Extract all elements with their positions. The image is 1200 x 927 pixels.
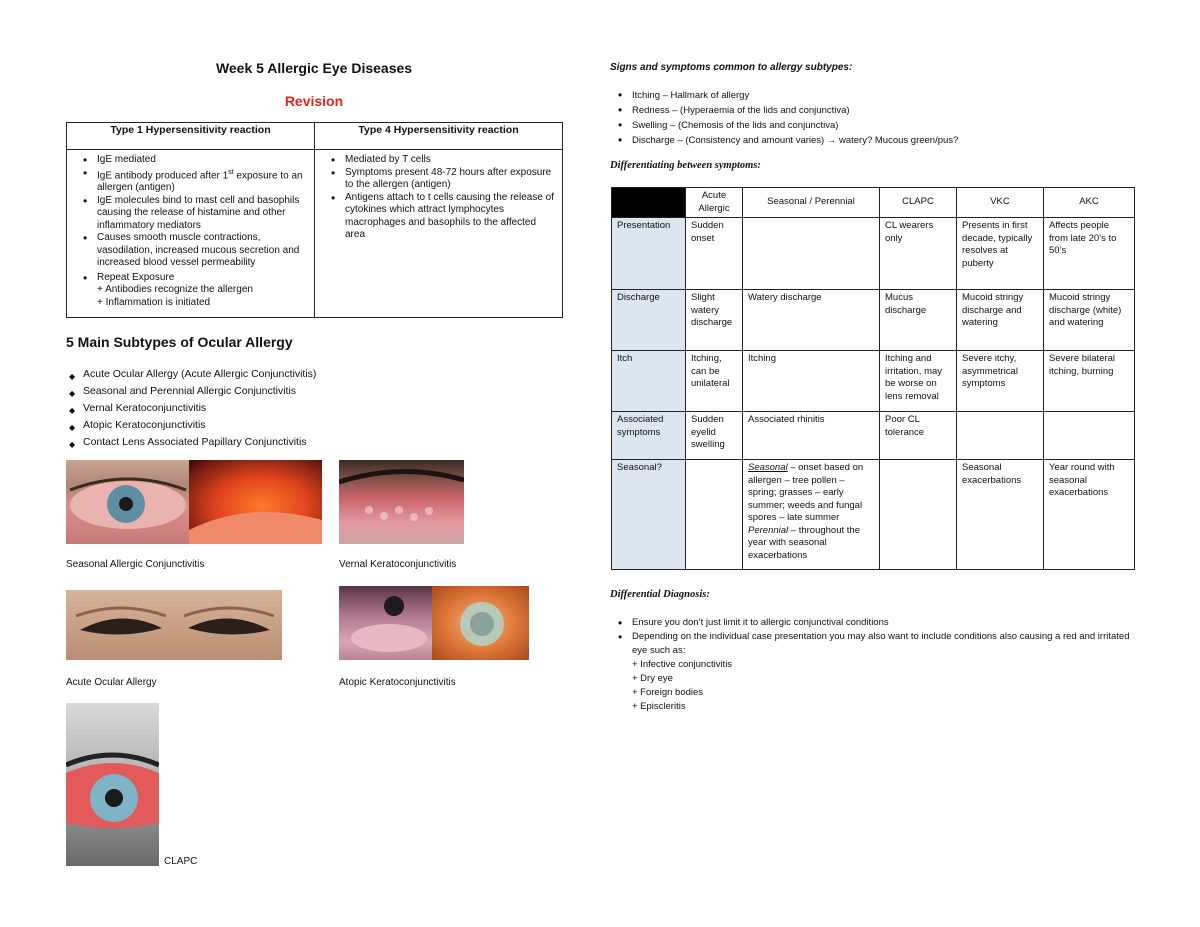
list-item: • Discharge – (Consistency and amount varies) → watery? Mucous green/pus? <box>632 133 958 148</box>
type1-header: Type 1 Hypersensitivity reaction <box>67 123 315 150</box>
signs-list <box>610 88 958 148</box>
list-item: ◆ Acute Ocular Allergy (Acute Allergic Conjunctivitis) <box>83 366 316 383</box>
type4-cell <box>315 150 563 318</box>
table-row <box>612 460 1135 570</box>
caption-akc: Atopic Keratoconjunctivitis <box>339 677 456 688</box>
corner-cell <box>612 188 686 218</box>
differential-list <box>610 616 1130 714</box>
table-cell: Presents in first decade, typically resolves at puberty <box>957 218 1044 290</box>
sub-item: + Antibodies recognize the allergen <box>97 284 253 296</box>
list-item: • Repeat Exposure <box>97 272 310 285</box>
caption-vkc: Vernal Keratoconjunctivitis <box>339 559 457 570</box>
row-label: Discharge <box>612 290 686 351</box>
table-cell: Mucus discharge <box>880 290 957 351</box>
list-item: • Redness – (Hyperaemia of the lids and conjunctiva) <box>632 103 958 118</box>
table-cell: Severe bilateral itching, burning <box>1044 351 1135 412</box>
vkc-photo <box>339 460 464 544</box>
table-cell: Affects people from late 20’s to 50’s <box>1044 218 1135 290</box>
perennial-term: Perennial <box>748 524 789 536</box>
list-item: ◆ Vernal Keratoconjunctivitis <box>83 400 316 417</box>
col-header: Seasonal / Perennial <box>743 188 880 218</box>
table-cell: Associated rhinitis <box>743 412 880 460</box>
col-header: AKC <box>1044 188 1135 218</box>
list-item: ◆ Contact Lens Associated Papillary Conjunctivitis <box>83 434 316 451</box>
table-cell: Itching <box>743 351 880 412</box>
list-item: ◆ Atopic Keratoconjunctivitis <box>83 417 316 434</box>
seasonal-eye-photo <box>66 460 189 544</box>
table-cell <box>743 218 880 290</box>
table-cell: Itching, can be unilateral <box>686 351 743 412</box>
caption-clapc: CLAPC <box>164 856 198 867</box>
table-row <box>612 290 1135 351</box>
clapc-photo <box>66 703 159 866</box>
table-cell: Seasonal exacerbations <box>957 460 1044 570</box>
revision-subtitle: Revision <box>284 93 344 109</box>
akc-eye-photo <box>339 586 432 660</box>
sub-item: + Episcleritis <box>632 701 686 712</box>
sub-item: + Foreign bodies <box>632 687 704 698</box>
signs-heading: Signs and symptoms common to allergy subtypes: <box>610 62 853 73</box>
list-item: • Depending on the individual case presentation you may also want to include conditions also causing a red and irritated eye such as: <box>632 630 1130 658</box>
sub-item: + Infective conjunctivitis <box>632 659 733 670</box>
table-cell: Mucoid stringy discharge (white) and watering <box>1044 290 1135 351</box>
row-label: Seasonal? <box>612 460 686 570</box>
table-cell <box>880 460 957 570</box>
list-item: • IgE molecules bind to mast cell and basophils causing the release of histamine and other inflammatory mediators <box>97 195 310 233</box>
subtypes-list <box>66 366 316 451</box>
table-cell <box>686 460 743 570</box>
sub-item: + Inflammation is initiated <box>97 296 211 308</box>
seasonal-text: – onset based on allergen – tree pollen – spring; grasses – early summer; weeds and fungal spores – late summer <box>748 462 864 523</box>
col-header: CLAPC <box>880 188 957 218</box>
list-item: • Symptoms present 48-72 hours after exposure to the allergen (antigen) <box>345 167 558 192</box>
caption-seasonal: Seasonal Allergic Conjunctivitis <box>66 559 205 570</box>
perennial-text: – throughout the year with seasonal exacerbations <box>748 524 860 561</box>
sub-item: + Dry eye <box>632 673 673 684</box>
type4-header: Type 4 Hypersensitivity reaction <box>315 123 563 150</box>
table-cell: Sudden eyelid swelling <box>686 412 743 460</box>
table-row <box>612 218 1135 290</box>
list-item: • Swelling – (Chemosis of the lids and conjunctiva) <box>632 118 958 133</box>
table-cell: Itching and irritation, may be worse on lens removal <box>880 351 957 412</box>
table-cell: Year round with seasonal exacerbations <box>1044 460 1135 570</box>
table-row <box>612 351 1135 412</box>
row-label: Associated symptoms <box>612 412 686 460</box>
table-cell <box>1044 412 1135 460</box>
table-cell <box>957 412 1044 460</box>
differentiating-heading: Differentiating between symptoms: <box>610 160 761 171</box>
akc-cornea-photo <box>432 586 529 660</box>
row-label: Itch <box>612 351 686 412</box>
list-item: • Causes smooth muscle contractions, vasodilation, increased mucous secretion and increased blood vessel permeability <box>97 232 310 270</box>
table-row <box>612 412 1135 460</box>
list-item: • Itching – Hallmark of allergy <box>632 88 958 103</box>
col-header: Acute Allergic <box>686 188 743 218</box>
table-cell: CL wearers only <box>880 218 957 290</box>
list-item: • Ensure you don’t just limit it to allergic conjunctival conditions <box>632 616 1130 630</box>
differential-heading: Differential Diagnosis: <box>610 589 710 600</box>
list-item: ◆ Seasonal and Perennial Allergic Conjunctivitis <box>83 383 316 400</box>
table-cell: Sudden onset <box>686 218 743 290</box>
seasonal-lid-photo <box>189 460 322 544</box>
list-item: • Mediated by T cells <box>345 154 558 167</box>
table-cell <box>743 460 880 570</box>
seasonal-term: Seasonal <box>748 462 788 473</box>
table-cell: Slight watery discharge <box>686 290 743 351</box>
table-cell: Poor CL tolerance <box>880 412 957 460</box>
differentiating-table <box>611 187 1135 570</box>
caption-acute: Acute Ocular Allergy <box>66 677 157 688</box>
list-item: • IgE mediated <box>97 154 310 167</box>
subtypes-heading: 5 Main Subtypes of Ocular Allergy <box>66 334 293 350</box>
list-item: • IgE antibody produced after 1st exposure to an allergen (antigen) <box>97 167 310 195</box>
table-cell: Watery discharge <box>743 290 880 351</box>
col-header: VKC <box>957 188 1044 218</box>
type1-cell <box>67 150 315 318</box>
table-cell: Severe itchy, asymmetrical symptoms <box>957 351 1044 412</box>
hypersensitivity-table <box>66 122 563 318</box>
table-cell: Mucoid stringy discharge and watering <box>957 290 1044 351</box>
page-title: Week 5 Allergic Eye Diseases <box>215 60 413 76</box>
list-item: • Antigens attach to t cells causing the release of cytokines which attract lymphocytes macrophages and basophils to the affected area <box>345 192 558 242</box>
row-label: Presentation <box>612 218 686 290</box>
acute-allergy-photo <box>66 590 282 660</box>
